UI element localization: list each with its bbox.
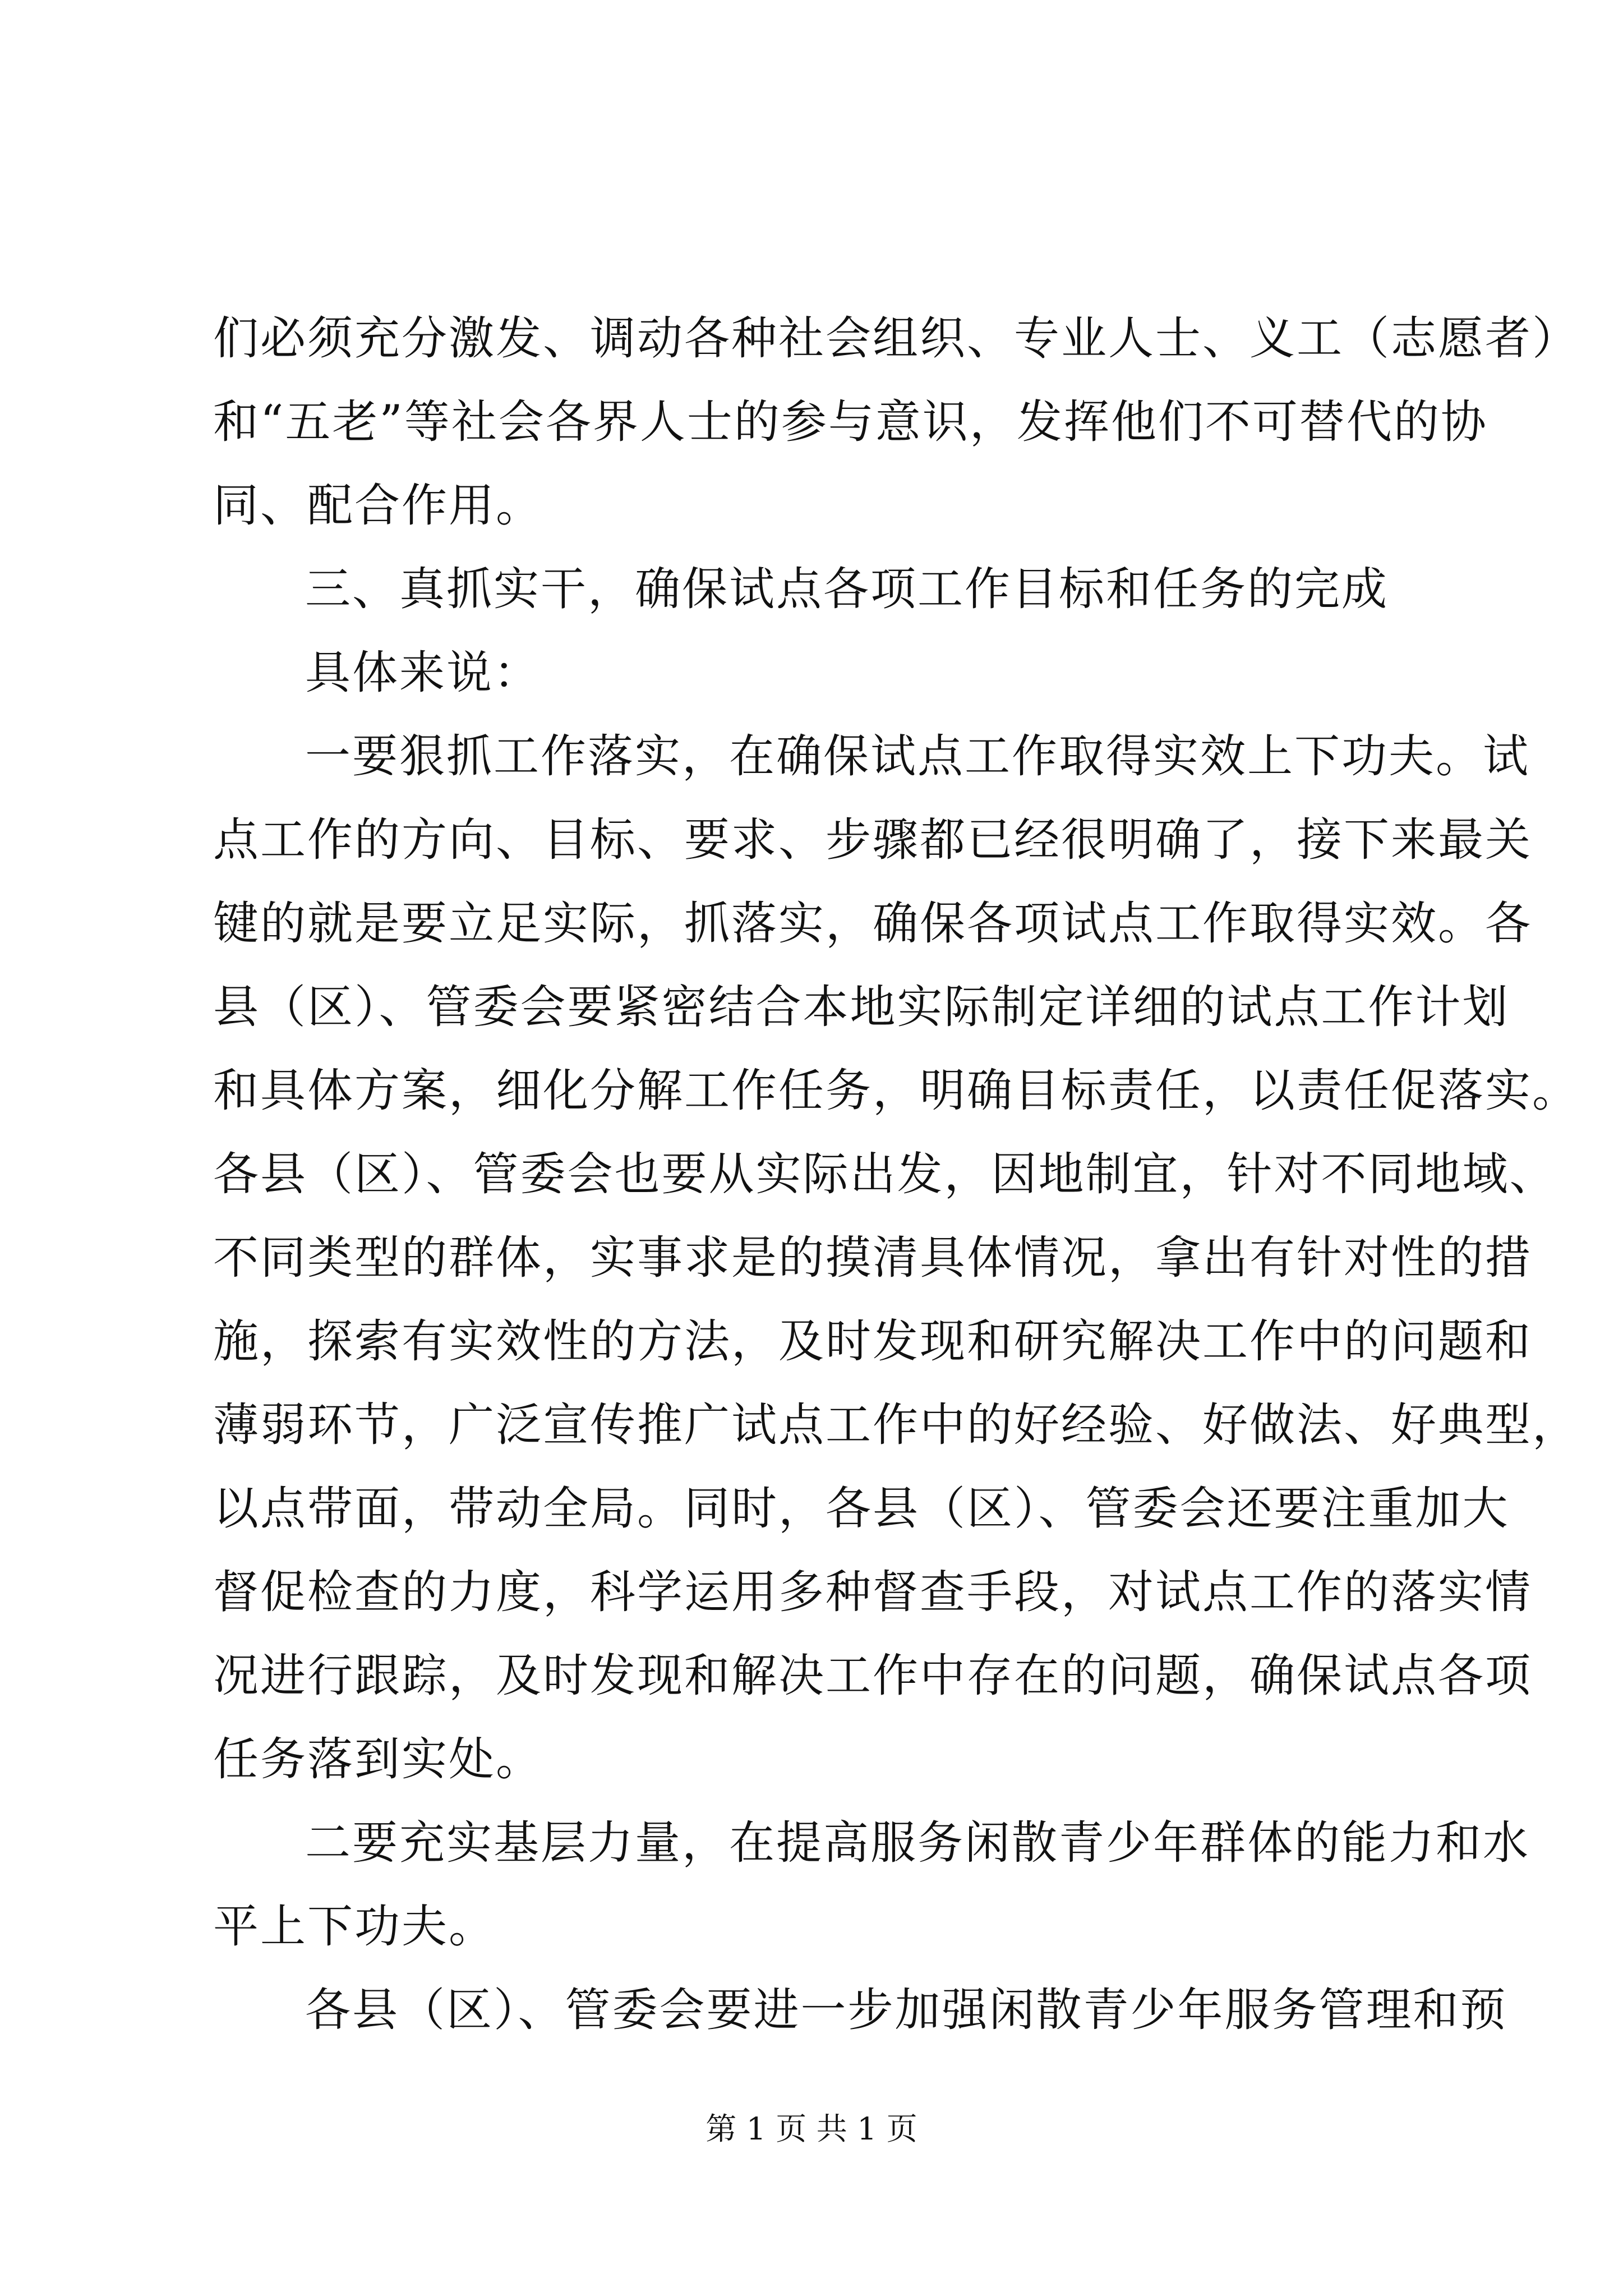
text-line: 平上下功夫。 <box>213 1901 496 1953</box>
text-line: 点工作的方向、目标、要求、步骤都已经很明确了，接下来最关 <box>213 814 1533 867</box>
text-line: 薄弱环节，广泛宣传推广试点工作中的好经验、好做法、好典型， <box>213 1399 1580 1452</box>
text-line: 同、配合作用。 <box>213 480 543 532</box>
text-line: 们必须充分激发、调动各种社会组织、专业人士、义工（志愿者） <box>213 312 1580 365</box>
text-line: 二要充实基层力量，在提高服务闲散青少年群体的能力和水 <box>305 1817 1530 1870</box>
text-line: 不同类型的群体，实事求是的摸清具体情况，拿出有针对性的措 <box>213 1232 1533 1285</box>
text-line: 各县（区）、管委会要进一步加强闲散青少年服务管理和预 <box>305 1984 1507 2037</box>
text-line: 施，探索有实效性的方法，及时发现和研究解决工作中的问题和 <box>213 1315 1533 1368</box>
text-line: 督促检查的力度，科学运用多种督查手段，对试点工作的落实情 <box>213 1566 1533 1619</box>
text-line: 和“五老”等社会各界人士的参与意识，发挥他们不可替代的协 <box>213 396 1488 449</box>
text-line: 以点带面，带动全局。同时，各县（区）、管委会还要注重加大 <box>213 1483 1510 1535</box>
text-line: 县（区）、管委会要紧密结合本地实际制定详细的试点工作计划 <box>213 981 1510 1034</box>
text-line: 键的就是要立足实际，抓落实，确保各项试点工作取得实效。各 <box>213 898 1533 950</box>
text-line: 具体来说： <box>305 647 541 700</box>
text-line: 一要狠抓工作落实，在确保试点工作取得实效上下功夫。试 <box>305 730 1530 783</box>
text-line: 况进行跟踪，及时发现和解决工作中存在的问题，确保试点各项 <box>213 1650 1533 1703</box>
text-line: 三、真抓实干，确保试点各项工作目标和任务的完成 <box>305 563 1389 616</box>
page-footer: 第 1 页 共 1 页 <box>706 2111 917 2147</box>
text-line: 各县（区）、管委会也要从实际出发，因地制宜，针对不同地域、 <box>213 1148 1557 1201</box>
document-body <box>213 297 1580 2053</box>
text-line: 任务落到实处。 <box>213 1733 543 1786</box>
text-line: 和具体方案，细化分解工作任务，明确目标责任，以责任促落实。 <box>213 1065 1580 1117</box>
